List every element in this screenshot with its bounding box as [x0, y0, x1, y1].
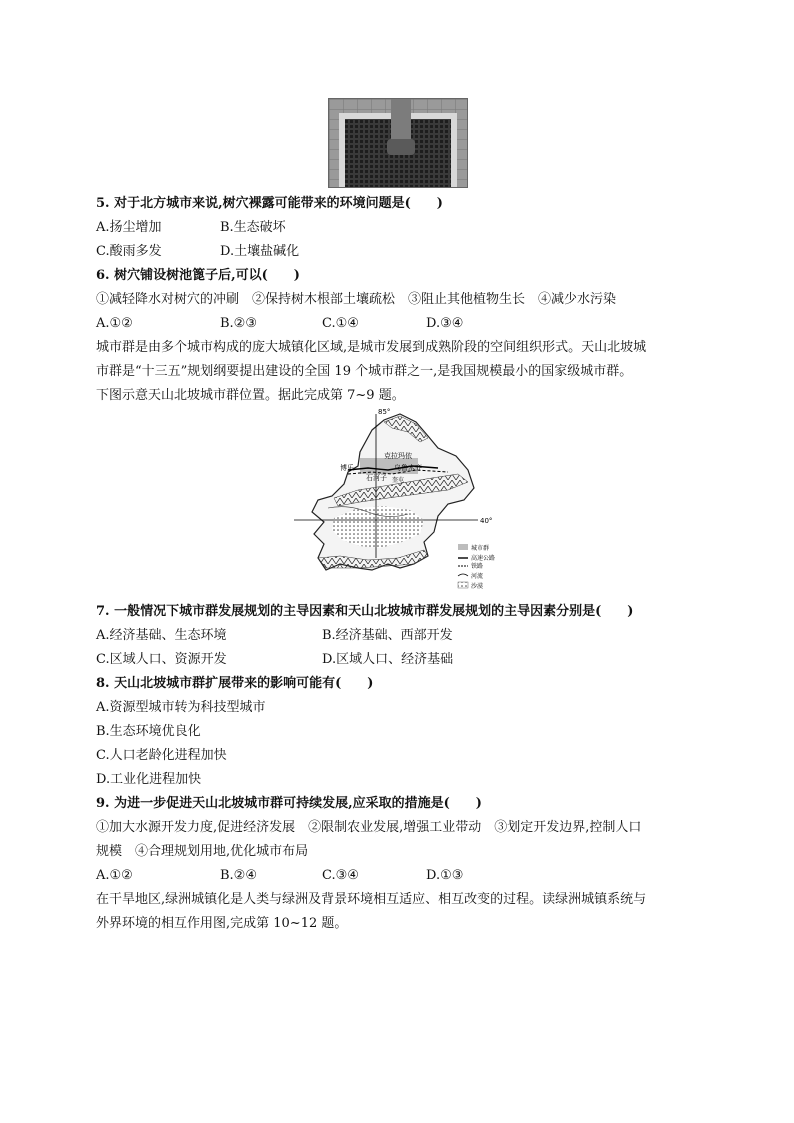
- legend-railway: 铁路: [471, 563, 484, 570]
- q7-option-d[interactable]: D.区域人口、经济基础: [322, 652, 454, 667]
- q7-option-b[interactable]: B.经济基础、西部开发: [322, 628, 453, 643]
- q5-stem: 5. 对于北方城市来说,树穴裸露可能带来的环境问题是( ): [96, 196, 443, 211]
- q6-option-a[interactable]: A.①②: [96, 316, 133, 331]
- legend-desert: 沙漠: [471, 583, 484, 590]
- q5-option-c[interactable]: C.酸雨多发: [96, 244, 162, 259]
- q7-option-a[interactable]: A.经济基础、生态环境: [96, 628, 227, 643]
- q9-option-d[interactable]: D.①③: [426, 868, 464, 883]
- legend-river-swatch: [458, 574, 468, 576]
- q6-option-b[interactable]: B.②③: [220, 316, 257, 331]
- city-urumqi: 乌鲁木齐: [394, 464, 422, 472]
- q6-option-c[interactable]: C.①④: [322, 316, 359, 331]
- tree-pit-grate-photo: [328, 98, 468, 188]
- q7-stem: 7. 一般情况下城市群发展规划的主导因素和天山北坡城市群发展规划的主导因素分别是( ): [96, 604, 634, 619]
- passage2-line-2: 外界环境的相互作用图,完成第 10~12 题。: [96, 916, 348, 931]
- legend-citygroup: 城市群: [471, 545, 490, 552]
- q6-option-d[interactable]: D.③④: [426, 316, 464, 331]
- city-karamay: 克拉玛依: [384, 452, 412, 460]
- legend-river: 河流: [471, 573, 484, 580]
- city-shihezi: 石河子: [366, 474, 387, 482]
- city-kuitun: 奎屯: [392, 477, 405, 484]
- q9-statements-1: ①加大水源开发力度,促进经济发展 ②限制农业发展,增强工业带动 ③划定开发边界,控制人口: [96, 820, 642, 835]
- passage2-line-1: 在干旱地区,绿洲城镇化是人类与绿洲及背景环境相互适应、相互改变的过程。读绿洲城镇系统与: [96, 892, 647, 907]
- q9-statements-2: 规模 ④合理规划用地,优化城市布局: [96, 844, 309, 859]
- tree-grate-illustration: [329, 99, 467, 187]
- q5-option-b[interactable]: B.生态破坏: [220, 220, 286, 235]
- q9-option-c[interactable]: C.③④: [322, 868, 359, 883]
- legend-citygroup-swatch: [458, 544, 468, 550]
- tianshan-map-figure: [288, 408, 506, 598]
- q5-option-d[interactable]: D.土壤盐碱化: [220, 244, 300, 259]
- lon-label: 85°: [378, 408, 391, 416]
- q9-option-a[interactable]: A.①②: [96, 868, 133, 883]
- q5-option-a[interactable]: A.扬尘增加: [96, 220, 162, 235]
- q9-stem: 9. 为进一步促进天山北坡城市群可持续发展,应采取的措施是( ): [96, 796, 482, 811]
- q8-option-d[interactable]: D.工业化进程加快: [96, 772, 202, 787]
- passage1-line-1: 城市群是由多个城市构成的庞大城镇化区域,是城市发展到成熟阶段的空间组织形式。天山北坡城: [96, 340, 647, 355]
- q7-option-c[interactable]: C.区域人口、资源开发: [96, 652, 227, 667]
- legend-highway: 高速公路: [471, 555, 496, 562]
- q8-option-c[interactable]: C.人口老龄化进程加快: [96, 748, 227, 763]
- lat-label: 40°: [480, 517, 493, 525]
- passage1-line-3: 下图示意天山北坡城市群位置。据此完成第 7~9 题。: [96, 388, 405, 403]
- q8-option-b[interactable]: B.生态环境优良化: [96, 724, 201, 739]
- legend-desert-swatch: [458, 582, 468, 588]
- q6-statements: ①减轻降水对树穴的冲刷 ②保持树木根部土壤疏松 ③阻止其他植物生长 ④减少水污染: [96, 292, 617, 307]
- passage1-line-2: 市群是“十三五”规划纲要提出建设的全国 19 个城市群之一,是我国规模最小的国家级城市群。: [96, 364, 633, 379]
- q6-stem: 6. 树穴铺设树池篦子后,可以( ): [96, 268, 300, 283]
- q8-option-a[interactable]: A.资源型城市转为科技型城市: [96, 700, 266, 715]
- q8-stem: 8. 天山北坡城市群扩展带来的影响可能有( ): [96, 676, 374, 691]
- city-bole: 博乐: [340, 464, 354, 472]
- q9-option-b[interactable]: B.②④: [220, 868, 257, 883]
- xinjiang-map: [288, 408, 506, 598]
